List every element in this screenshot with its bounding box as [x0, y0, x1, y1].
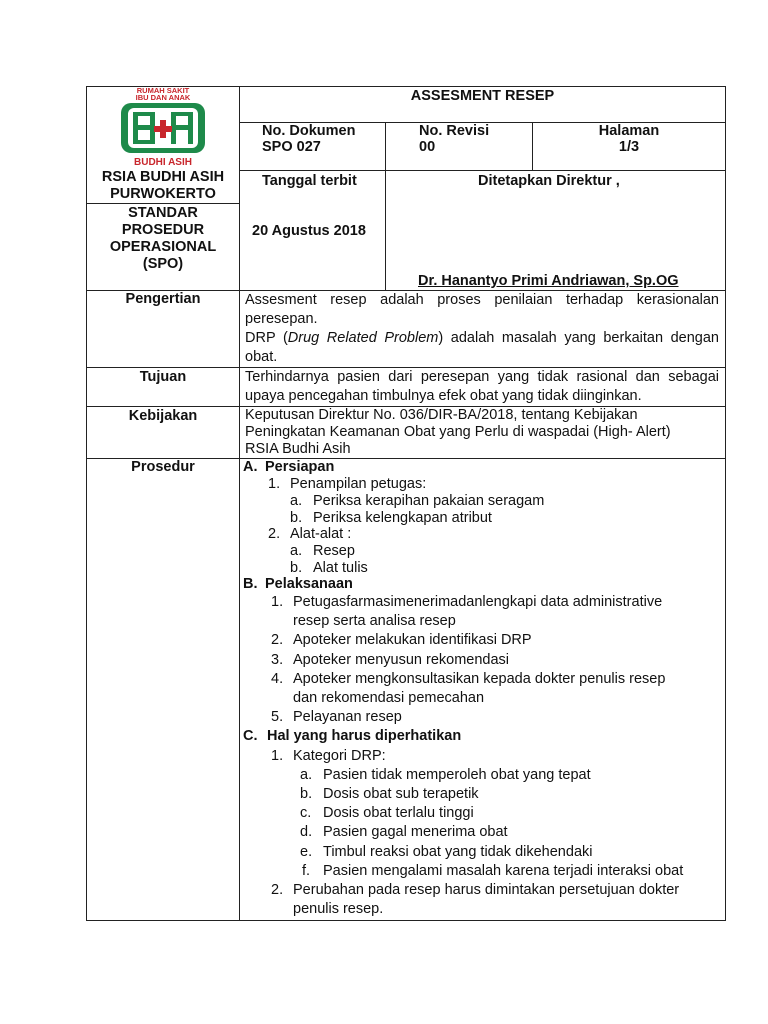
c1c-text: Dosis obat terlalu tinggi — [323, 805, 474, 821]
a2b-marker: b. — [290, 560, 303, 576]
pengertian-p2-post: ) adalah masalah yang berkaitan dengan obat. — [245, 330, 719, 365]
kebijakan-line3: RSIA Budhi Asih — [245, 441, 351, 457]
issued-date: 20 Agustus 2018 — [252, 223, 366, 239]
a1a-text: Periksa kerapihan pakaian seragam — [313, 493, 545, 509]
a1a-marker: a. — [290, 493, 303, 509]
b2-marker: 2. — [271, 632, 284, 648]
spo-line3: OPERASIONAL — [109, 239, 217, 255]
a1b-text: Periksa kelengkapan atribut — [313, 510, 492, 526]
logo-text-top-1: RUMAH SAKIT — [136, 86, 190, 95]
drp-term: Drug Related Problem — [287, 330, 439, 346]
c2-marker: 2. — [271, 882, 284, 898]
kebijakan-label: Kebijakan — [128, 408, 198, 424]
a2a-text: Resep — [313, 543, 355, 559]
logo-text-bottom: BUDHI ASIH — [134, 157, 192, 168]
hospital-name-line1: RSIA BUDHI ASIH — [101, 169, 225, 185]
c1a-text: Pasien tidak memperoleh obat yang tepat — [323, 767, 591, 783]
c2-line2: penulis resep. — [293, 901, 384, 917]
kebijakan-line1: Keputusan Direktur No. 036/DIR-BA/2018, tentang Kebijakan — [245, 407, 638, 423]
logo-text-top-2: IBU DAN ANAK — [135, 93, 191, 102]
c1b-text: Dosis obat sub terapetik — [323, 786, 479, 802]
pengertian-p1: Assesment resep adalah proses penilaian terhadap kerasionalan peresepan. — [245, 292, 719, 327]
revision-label: No. Revisi — [419, 123, 490, 139]
b4-marker: 4. — [271, 671, 284, 687]
prosedur-label-cell — [86, 458, 240, 921]
a1-marker: 1. — [268, 476, 281, 492]
c1a-marker: a. — [300, 767, 313, 783]
spo-title — [86, 205, 240, 273]
approved-label: Ditetapkan Direktur , — [478, 173, 620, 189]
section-a-marker: A. — [243, 459, 258, 475]
section-c-marker: C. — [243, 728, 258, 744]
c1-marker: 1. — [271, 748, 284, 764]
document-title: ASSESMENT RESEP — [410, 88, 555, 104]
pengertian-p2 — [245, 329, 719, 367]
section-a-title: Persiapan — [265, 459, 335, 475]
spo-line2: PROSEDUR — [121, 222, 205, 238]
b3-text: Apoteker menyusun rekomendasi — [293, 652, 510, 668]
kebijakan-line2: Peningkatan Keamanan Obat yang Perlu di waspadai (High- Alert) — [245, 424, 671, 440]
a2-marker: 2. — [268, 526, 281, 542]
c1e-text: Timbul reaksi obat yang tidak dikehendaki — [323, 844, 593, 860]
pengertian-label: Pengertian — [125, 291, 201, 307]
b1-marker: 1. — [271, 594, 284, 610]
c1f-marker: f. — [302, 863, 311, 879]
spo-line1: STANDAR — [128, 205, 198, 221]
tujuan-label: Tujuan — [139, 369, 187, 385]
section-c-title: Hal yang harus diperhatikan — [267, 728, 462, 744]
c1b-marker: b. — [300, 786, 313, 802]
hospital-name-line2: PURWOKERTO — [110, 186, 216, 202]
hospital-name — [86, 169, 240, 203]
c1e-marker: e. — [300, 844, 313, 860]
b4-line2: dan rekomendasi pemecahan — [293, 690, 485, 706]
c1d-marker: d. — [300, 824, 313, 840]
a1b-marker: b. — [290, 510, 303, 526]
tujuan-text: Terhindarnya pasien dari peresepan yang tidak rasional dan sebagai upaya pencegahan timbulnya efek obat yang tidak diinginkan. — [245, 369, 719, 404]
c1f-text: Pasien mengalami masalah karena terjadi interaksi obat — [323, 863, 684, 879]
b3-marker: 3. — [271, 652, 284, 668]
doc-no-value: SPO 027 — [262, 139, 321, 155]
spo-line4: (SPO) — [142, 256, 184, 272]
b5-text: Pelayanan resep — [293, 709, 402, 725]
a1-text: Penampilan petugas: — [290, 476, 427, 492]
c1-text: Kategori DRP: — [293, 748, 386, 764]
c2-line1: Perubahan pada resep harus dimintakan persetujuan dokter — [293, 882, 680, 898]
c1c-marker: c. — [300, 805, 312, 821]
section-b-marker: B. — [243, 576, 258, 592]
b2-text: Apoteker melakukan identifikasi DRP — [293, 632, 532, 648]
prosedur-label: Prosedur — [131, 459, 195, 475]
issued-label: Tanggal terbit — [262, 173, 357, 189]
b5-marker: 5. — [271, 709, 284, 725]
page-label: Halaman — [598, 123, 660, 139]
doc-no-label: No. Dokumen — [262, 123, 356, 139]
a2b-text: Alat tulis — [313, 560, 368, 576]
a2a-marker: a. — [290, 543, 303, 559]
a2-text: Alat-alat : — [290, 526, 352, 542]
b1-line1: Petugasfarmasimenerimadanlengkapi data administrative — [293, 594, 663, 610]
page-value: 1/3 — [618, 139, 640, 155]
revision-value: 00 — [419, 139, 436, 155]
b4-line1: Apoteker mengkonsultasikan kepada dokter penulis resep — [293, 671, 666, 687]
section-b-title: Pelaksanaan — [265, 576, 353, 592]
b1-line2: resep serta analisa resep — [293, 613, 456, 629]
pengertian-p2-pre: DRP ( — [245, 330, 288, 346]
director-name: Dr. Hanantyo Primi Andriawan, Sp.OG — [418, 273, 679, 289]
c1d-text: Pasien gagal menerima obat — [323, 824, 508, 840]
hospital-logo — [116, 86, 210, 170]
